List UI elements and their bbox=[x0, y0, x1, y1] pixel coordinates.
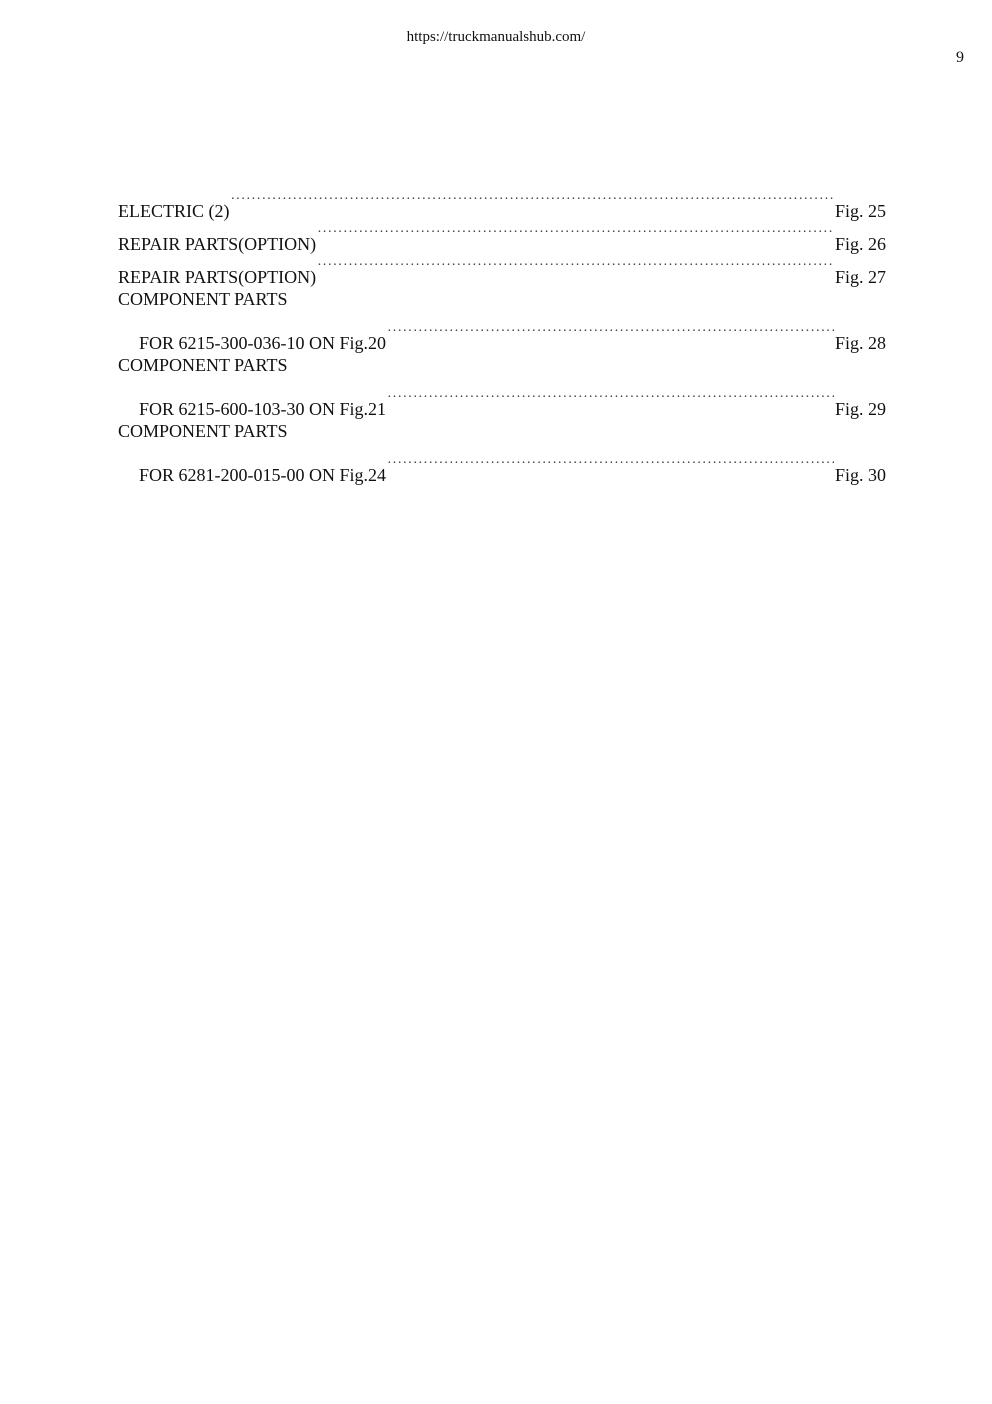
toc-entry-fig-ref: Fig. 27 bbox=[834, 267, 886, 287]
toc-section-heading bbox=[118, 283, 886, 316]
header-url[interactable]: https://truckmanualshub.com/ bbox=[406, 29, 586, 45]
toc-entry-title: REPAIR PARTS(OPTION) bbox=[118, 234, 317, 254]
toc-section-title: COMPONENT PARTS bbox=[118, 421, 288, 441]
toc-entry-repair-parts-option-26[interactable] bbox=[118, 217, 886, 254]
dot-leader bbox=[317, 250, 834, 283]
dot-leader bbox=[230, 184, 834, 217]
table-of-contents bbox=[118, 184, 886, 485]
dot-leader bbox=[317, 217, 834, 250]
toc-entry-title: FOR 6215-300-036-10 ON Fig.20 bbox=[139, 333, 387, 353]
toc-section-heading bbox=[118, 415, 886, 448]
toc-entry-component-parts-30[interactable] bbox=[118, 448, 886, 485]
toc-entry-component-parts-29[interactable] bbox=[118, 382, 886, 419]
toc-section-title: COMPONENT PARTS bbox=[118, 289, 288, 309]
dot-leader bbox=[387, 382, 834, 415]
toc-entry-title: REPAIR PARTS(OPTION) bbox=[118, 267, 317, 287]
toc-entry-fig-ref: Fig. 28 bbox=[834, 333, 886, 353]
toc-entry-title: ELECTRIC (2) bbox=[118, 201, 230, 221]
toc-section-heading bbox=[118, 349, 886, 382]
toc-entry-component-parts-28[interactable] bbox=[118, 316, 886, 353]
toc-section-title: COMPONENT PARTS bbox=[118, 355, 288, 375]
toc-entry-electric-2[interactable] bbox=[118, 184, 886, 221]
toc-entry-fig-ref: Fig. 30 bbox=[834, 465, 886, 485]
page-number: 9 bbox=[956, 49, 964, 66]
dot-leader bbox=[387, 316, 834, 349]
toc-entry-title: FOR 6281-200-015-00 ON Fig.24 bbox=[139, 465, 387, 485]
toc-entry-fig-ref: Fig. 29 bbox=[834, 399, 886, 419]
toc-entry-fig-ref: Fig. 25 bbox=[834, 201, 886, 221]
toc-entry-fig-ref: Fig. 26 bbox=[834, 234, 886, 254]
toc-entry-title: FOR 6215-600-103-30 ON Fig.21 bbox=[139, 399, 387, 419]
dot-leader bbox=[387, 448, 834, 481]
